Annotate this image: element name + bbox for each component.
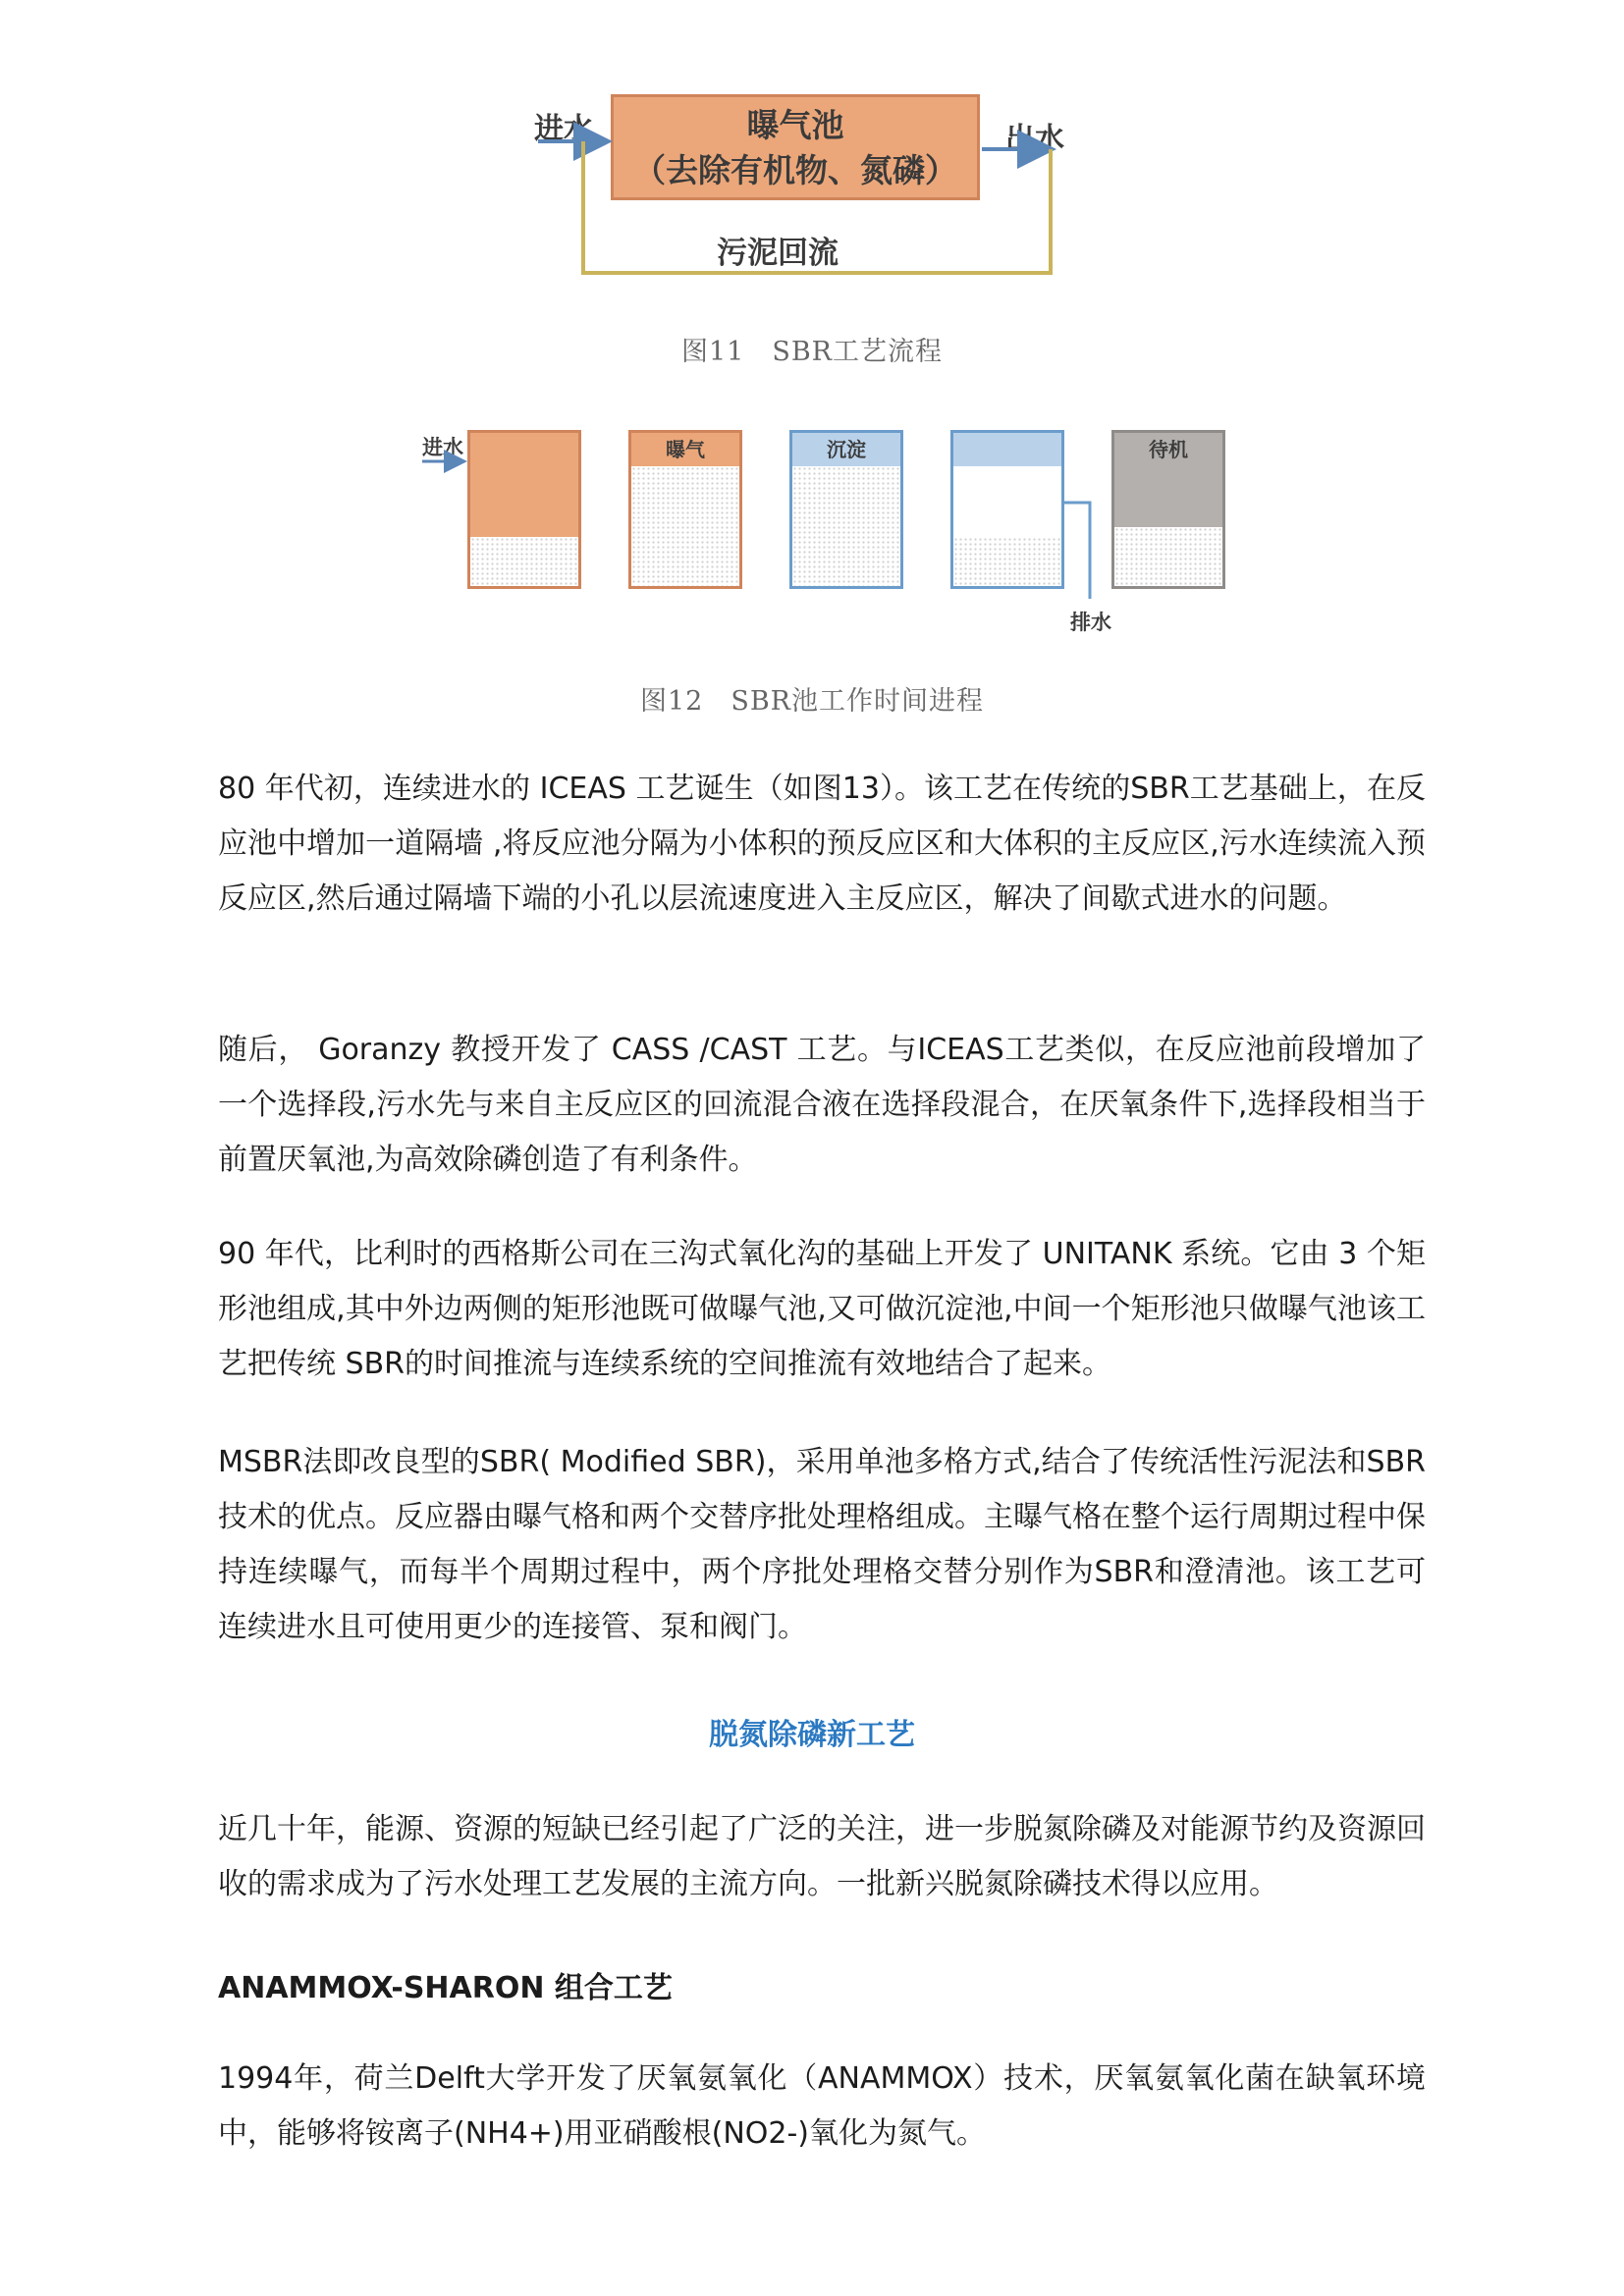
figure-11-caption: 图11 SBR工艺流程 xyxy=(680,337,944,367)
stage-aeration-label: 曝气 xyxy=(666,438,705,461)
tank-decant xyxy=(950,430,1064,589)
inlet-label: 进水 xyxy=(534,112,593,146)
aeration-tank-subtitle: （去除有机物、氮磷） xyxy=(633,151,957,189)
figure-12-caption: 图12 SBR池工作时间进程 xyxy=(639,686,985,717)
sludge-return-label: 污泥回流 xyxy=(717,236,839,271)
tank-settling-mixed xyxy=(792,466,900,586)
fig12-inlet-label: 进水 xyxy=(422,436,463,459)
paragraph-msbr: MSBR法即改良型的SBR( Modified SBR)，采用单池多格方式,结合了传统活性污泥法和SBR技术的优点。反应器由曝气格和两个交替序批处理格组成。主曝气格在整个运行周期过程中保持连续曝气，而每半个周期过程中，两个序批处理格交替分别作为SBR和澄清池。该工艺可连续进水且可使用更少的连接管、泵和阀门。 xyxy=(218,1445,1426,1644)
tank-decant-clear xyxy=(953,433,1061,466)
stage-idle-label: 待机 xyxy=(1149,438,1188,461)
paragraph-cass: 随后， Goranzy 教授开发了 CASS /CAST 工艺。与ICEAS工艺类似，在反应池前段增加了一个选择段,污水先与来自主反应区的回流混合液在选择段混合，在厌氧条件下,选择段相当于前置厌氧池,为高效除磷创造了有利条件。 xyxy=(218,1033,1426,1177)
paragraph-anammox: 1994年，荷兰Delft大学开发了厌氧氨氧化（ANAMMOX）技术，厌氧氨氧化菌在缺氧环境中，能够将铵离子(NH4+)用亚硝酸根(NO2-)氧化为氮气。 xyxy=(218,2061,1426,2151)
drain-pipe xyxy=(1062,503,1090,599)
subheading-anammox-sharon: ANAMMOX-SHARON 组合工艺 xyxy=(218,1971,673,2005)
paragraph-unitank: 90 年代，比利时的西格斯公司在三沟式氧化沟的基础上开发了 UNITANK 系统。它由 3 个矩形池组成,其中外边两侧的矩形池既可做曝气池,又可做沉淀池,中间一个矩形池只做曝气池该工艺把传统 SBR的时间推流与连续系统的空间推流有效地结合了起来。 xyxy=(218,1237,1426,1381)
section-heading: 脱氮除磷新工艺 xyxy=(709,1718,915,1752)
paragraph-iceas: 80 年代初，连续进水的 ICEAS 工艺诞生（如图13）。该工艺在传统的SBR工艺基础上，在反应池中增加一道隔墙 ,将反应池分隔为小体积的预反应区和大体积的主反应区,污水连续流入预反应区,然后通过隔墙下端的小孔以层流速度进入主反应区，解决了间歇式进水的问题。 xyxy=(218,772,1426,916)
outlet-label: 出水 xyxy=(1005,122,1064,156)
aeration-tank-title: 曝气池 xyxy=(746,106,844,144)
tank-idle-sludge xyxy=(1114,527,1222,586)
tank-decant-sludge xyxy=(953,537,1061,586)
tank-aeration-mixed xyxy=(631,466,739,586)
paragraph-intro-new-process: 近几十年，能源、资源的短缺已经引起了广泛的关注，进一步脱氮除磷及对能源节约及资源回收的需求成为了污水处理工艺发展的主流方向。一批新兴脱氮除磷技术得以应用。 xyxy=(218,1812,1426,1901)
tank-fill-sludge xyxy=(470,537,578,586)
tank-fill xyxy=(467,430,581,589)
discharge-label: 排水 xyxy=(1070,611,1111,634)
stage-settling-label: 沉淀 xyxy=(827,438,866,461)
